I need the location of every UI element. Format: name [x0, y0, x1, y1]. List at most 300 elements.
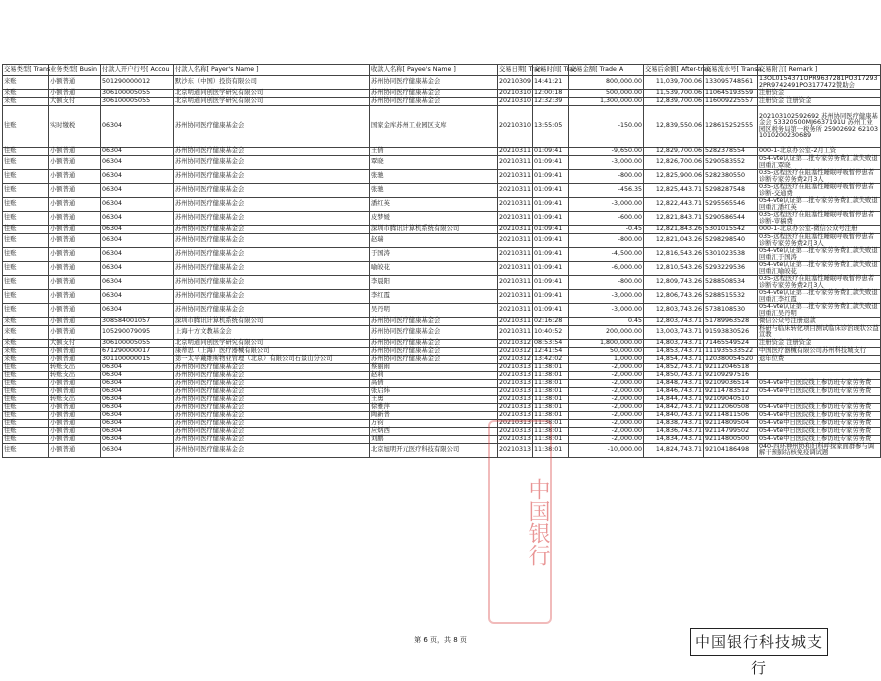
cell-payer-name: 苏州协同医疗健康基金会 [174, 184, 370, 198]
cell-payee-name: 皮梦媛 [370, 212, 498, 226]
cell-business-type: 转账支出 [49, 395, 101, 403]
cell-amount: -800.00 [569, 170, 644, 184]
cell-balance: 14,834,743.71 [644, 435, 704, 443]
cell-time: 12:41:54 [533, 347, 569, 355]
cell-serial: 5282378554 [704, 148, 758, 156]
cell-account-no: 06304 [101, 427, 174, 435]
cell-trade-type: 来账 [3, 339, 49, 347]
cell-account-no: 06304 [101, 411, 174, 419]
cell-payee-name: 张启炜 [370, 387, 498, 395]
cell-date: 20210311 [498, 290, 533, 304]
cell-date: 20210312 [499, 355, 532, 363]
cell-date: 20210311 [498, 212, 533, 226]
cell-payer-name: 苏州协同医疗健康基金会 [174, 443, 370, 457]
table-row [3, 106, 881, 148]
cell-date: 20210313 [499, 387, 532, 395]
cell-date: 20210313 [499, 403, 532, 411]
cell-business-type: 小额普通 [49, 262, 101, 276]
cell-payer-name: 苏州协同医疗健康基金会 [174, 419, 370, 427]
cell-account-no: 06304 [101, 387, 174, 395]
cell-business-type: 小额普通 [49, 248, 101, 262]
cell-time: 11:38:01 [533, 371, 569, 379]
cell-balance: 14,840,743.71 [644, 411, 704, 419]
cell-balance: 14,844,743.71 [644, 395, 704, 403]
cell-balance: 13,003,743.71 [644, 326, 704, 340]
cell-payee-name: 蔡丽雨 [370, 363, 498, 371]
cell-amount: 0.45 [569, 318, 644, 326]
cell-balance: 12,829,700.06 [644, 148, 704, 156]
cell-balance: 14,853,743.71 [644, 347, 704, 355]
cell-serial: 5288508534 [704, 276, 758, 290]
cell-trade-type: 往账 [3, 435, 49, 443]
cell-payer-name: 苏州协同医疗健康基金会 [174, 234, 370, 248]
cell-time: 08:53:54 [533, 339, 569, 347]
cell-payee-name: 赵莉 [370, 371, 498, 379]
cell-time: 11:38:01 [533, 443, 569, 457]
cell-date: 20210313 [499, 379, 532, 387]
cell-business-type: 小额普通 [49, 427, 101, 435]
cell-trade-type: 往账 [3, 276, 49, 290]
cell-business-type: 小额普通 [49, 198, 101, 212]
cell-amount: -2,000.00 [569, 403, 644, 411]
cell-payee-name: 苏州协同医疗健康基金会 [370, 355, 498, 363]
cell-serial: 71465549524 [704, 339, 758, 347]
cell-business-type: 小额普通 [49, 355, 101, 363]
bank-branch-stamp: 中国银行科技城支行 [690, 628, 828, 656]
cell-remark: 退年位费 [758, 355, 881, 363]
cell-remark: 202103102592692 苏州协同医疗健康基金会 53320500MJ6637191U 苏州工业园区税务局第一税务所 25902692 621031010200230689 [758, 106, 881, 148]
cell-remark: 054-vte中日医院线上参访班专家劳务费 [758, 403, 881, 411]
cell-business-type: 小额普通 [49, 347, 101, 355]
cell-amount: -800.00 [569, 276, 644, 290]
cell-account-no: 501290000012 [101, 76, 174, 90]
table-row [3, 387, 881, 395]
cell-time: 12:00:18 [533, 90, 569, 98]
column-header: 付款人开户行号[ Accou [101, 65, 174, 76]
cell-remark: 054-vte认证第二批专家劳务费汇款失败退回重汇李红霞 [758, 290, 881, 304]
cell-account-no: 06304 [101, 226, 174, 234]
cell-time: 11:38:01 [533, 411, 569, 419]
cell-account-no: 06304 [101, 395, 174, 403]
cell-business-type: 实时缴税 [49, 106, 101, 148]
cell-payee-name: 李晨阳 [370, 276, 498, 290]
cell-date: 20210311 [498, 262, 533, 276]
cell-trade-type: 往账 [3, 371, 49, 379]
cell-payer-name: 苏州协同医疗健康基金会 [174, 304, 370, 318]
cell-trade-type: 往账 [3, 262, 49, 276]
cell-time: 11:38:01 [533, 403, 569, 411]
cell-payer-name: 北京明道同创医学研究有限公司 [174, 90, 370, 98]
cell-account-no: 306100005055 [101, 339, 174, 347]
cell-payee-name: 王倩 [370, 148, 498, 156]
cell-payer-name: 苏州协同医疗健康基金会 [174, 411, 370, 419]
cell-payer-name: 苏州协同医疗健康基金会 [174, 226, 370, 234]
cell-time: 01:09:41 [533, 234, 569, 248]
cell-balance: 12,809,743.26 [644, 276, 704, 290]
cell-balance: 12,826,700.06 [644, 156, 704, 170]
cell-payee-name: 于国涛 [370, 248, 498, 262]
cell-account-no: 06304 [101, 262, 174, 276]
cell-serial: 111935533522 [704, 347, 758, 355]
cell-serial: 92109036514 [704, 379, 758, 387]
cell-business-type: 小额普通 [49, 318, 101, 326]
cell-serial: 92104186498 [704, 443, 758, 457]
cell-trade-type: 来账 [3, 98, 49, 106]
cell-payee-name: 王勇 [370, 395, 498, 403]
cell-date: 20210313 [499, 427, 532, 435]
cell-serial: 128615252555 [704, 106, 758, 148]
cell-account-no: 06304 [101, 156, 174, 170]
table-row [3, 184, 881, 198]
cell-date: 20210310 [499, 89, 532, 97]
table-row [3, 156, 881, 170]
cell-business-type: 小额普通 [49, 304, 101, 318]
cell-balance: 14,803,743.71 [644, 339, 704, 347]
cell-time: 01:09:41 [533, 290, 569, 304]
table-row [3, 290, 881, 304]
cell-trade-type: 往账 [3, 304, 49, 318]
table-row [3, 363, 881, 371]
cell-remark: 054-vte认证第二批专家劳务费汇款失败退回重汇喻皎花 [758, 262, 881, 276]
cell-account-no: 06304 [101, 379, 174, 387]
cell-amount: -2,000.00 [569, 379, 644, 387]
cell-time: 01:09:41 [533, 226, 569, 234]
cell-payer-name: 苏州协同医疗健康基金会 [174, 198, 370, 212]
bank-seal-watermark: 中国银行 [488, 420, 552, 624]
cell-payee-name: 北京旭明开元医疗科技有限公司 [370, 443, 498, 457]
cell-date: 20210313 [499, 419, 532, 427]
cell-time: 11:38:01 [533, 419, 569, 427]
cell-payer-name: 苏州协同医疗健康基金会 [174, 379, 370, 387]
cell-account-no: 301100000015 [101, 355, 174, 363]
table-row [3, 234, 881, 248]
cell-trade-type: 往账 [3, 443, 49, 457]
cell-remark: 13OL0154371OPR9637281PO3172932PR9742491PO317747​2赞助会 [758, 76, 881, 90]
cell-balance: 11,539,700.06 [644, 90, 704, 98]
cell-remark: 054-vte认证第二批专家劳务费汇款失败退回重汇吴丹明 [758, 304, 881, 318]
cell-trade-type: 往账 [3, 411, 49, 419]
cell-date: 20210313 [499, 411, 532, 419]
cell-amount: -600.00 [569, 212, 644, 226]
cell-balance: 12,816,543.26 [644, 248, 704, 262]
cell-payee-name: 苏州协同医疗健康基金会 [370, 339, 498, 347]
table-header-row [3, 65, 881, 76]
cell-trade-type: 往账 [3, 156, 49, 170]
cell-balance: 14,854,743.71 [644, 355, 704, 363]
cell-account-no: 06304 [101, 234, 174, 248]
cell-remark: 035-远程医疗在阻塞性睡眠呼吸暂停患者诊断-审稿费 [758, 212, 881, 226]
cell-account-no: 06304 [101, 403, 174, 411]
cell-amount: 500,000.00 [569, 90, 644, 98]
cell-business-type: 小额普通 [49, 170, 101, 184]
cell-remark: 微信公众号注册退款 [758, 318, 881, 326]
column-header: 付款人名称[ Payer's Name ] [174, 65, 370, 76]
cell-account-no: 06304 [101, 276, 174, 290]
cell-payee-name: 潘红英 [370, 198, 498, 212]
cell-balance: 12,839,550.06 [644, 106, 704, 148]
cell-payee-name: 张驰 [370, 184, 498, 198]
cell-payee-name: 徐雅萍 [370, 403, 498, 411]
cell-trade-type: 往账 [3, 226, 49, 234]
cell-payer-name: 北京明道同创医学研究有限公司 [174, 98, 370, 106]
cell-business-type: 小额普通 [49, 387, 101, 395]
table-row [3, 262, 881, 276]
cell-date: 20210310 [498, 106, 533, 148]
cell-amount: -2,000.00 [569, 371, 644, 379]
cell-remark: 054-vte认证第二批专家劳务费汇款失败退回重汇潘红英 [758, 198, 881, 212]
cell-account-no: 06304 [101, 443, 174, 457]
cell-amount: -456.35 [569, 184, 644, 198]
cell-date: 20210313 [499, 363, 532, 371]
column-header: 交易时间[ Tran [533, 65, 569, 76]
table-row [3, 419, 881, 427]
cell-time: 11:38:01 [533, 435, 569, 443]
cell-payer-name: 康蒂思（上海）医疗器械有限公司 [174, 347, 370, 355]
cell-balance: 12,821,843.71 [644, 212, 704, 226]
cell-serial: 92112046518 [704, 363, 758, 371]
cell-trade-type: 往账 [3, 234, 49, 248]
cell-date: 20210313 [498, 443, 533, 457]
cell-time: 01:09:41 [533, 148, 569, 156]
cell-date: 20210311 [498, 156, 533, 170]
cell-time: 01:09:41 [533, 212, 569, 226]
cell-remark: 注册资金 注册资金 [758, 339, 881, 347]
cell-balance: 12,825,443.71 [644, 184, 704, 198]
cell-account-no: 06304 [101, 198, 174, 212]
cell-account-no: 06304 [101, 419, 174, 427]
cell-business-type: 小额普通 [49, 276, 101, 290]
cell-payer-name: 第一太平戴维斯物业管理（北京）有限公司石景山分公司 [174, 355, 370, 363]
cell-date: 20210309 [498, 76, 533, 90]
cell-serial: 51789963528 [704, 318, 758, 326]
cell-payer-name: 苏州协同医疗健康基金会 [174, 427, 370, 435]
cell-remark: 054-vte中日医院线上参访班专家劳务费 [758, 427, 881, 435]
cell-date: 20210311 [498, 234, 533, 248]
cell-balance: 11,039,700.06 [644, 76, 704, 90]
cell-payee-name: 深圳市腾讯计算机系统有限公司 [370, 226, 498, 234]
table-row [3, 379, 881, 387]
table-row [3, 347, 881, 355]
column-header: 交易日期[ Tran [498, 65, 533, 76]
cell-amount: -150.00 [569, 106, 644, 148]
cell-trade-type: 往账 [3, 170, 49, 184]
cell-trade-type: 往账 [3, 395, 49, 403]
cell-balance: 14,838,743.71 [644, 419, 704, 427]
cell-time: 14:41:21 [533, 76, 569, 90]
cell-time: 01:09:41 [533, 276, 569, 290]
cell-serial: 92114809504 [704, 419, 758, 427]
cell-business-type: 小额普通 [49, 234, 101, 248]
cell-serial: 5293229536 [704, 262, 758, 276]
cell-trade-type: 来账 [3, 318, 49, 326]
cell-payee-name: 覃晓 [370, 156, 498, 170]
cell-business-type: 小额普通 [49, 90, 101, 98]
cell-business-type: 小额普通 [49, 435, 101, 443]
cell-trade-type: 往账 [3, 427, 49, 435]
cell-business-type: 小额普通 [49, 226, 101, 234]
cell-trade-type: 往账 [3, 379, 49, 387]
cell-payee-name: 苏州协同医疗健康基金会 [370, 76, 498, 90]
cell-payee-name: 苏州协同医疗健康基金会 [370, 90, 498, 98]
cell-payer-name: 苏州协同医疗健康基金会 [174, 363, 370, 371]
cell-amount: -6,000.00 [569, 262, 644, 276]
cell-trade-type: 往账 [3, 363, 49, 371]
cell-balance: 12,825,900.06 [644, 170, 704, 184]
cell-business-type: 小额普通 [49, 403, 101, 411]
cell-payee-name: 应炳西 [370, 427, 498, 435]
cell-serial: 92109040510 [704, 395, 758, 403]
table-row [3, 411, 881, 419]
cell-trade-type: 往账 [3, 212, 49, 226]
cell-trade-type: 往账 [3, 184, 49, 198]
cell-date: 20210311 [498, 198, 533, 212]
cell-serial: 5295565546 [704, 198, 758, 212]
cell-serial: 92114799502 [704, 427, 758, 435]
cell-balance: 14,842,743.71 [644, 403, 704, 411]
cell-trade-type: 来账 [3, 355, 49, 363]
cell-business-type: 小额普通 [49, 76, 101, 90]
cell-time: 11:38:01 [533, 363, 569, 371]
column-header: 交易附言[ Remark ] [758, 65, 881, 76]
cell-balance: 14,850,743.71 [644, 371, 704, 379]
cell-balance: 14,824,743.71 [644, 443, 704, 457]
cell-account-no: 06304 [101, 184, 174, 198]
cell-balance: 12,806,743.26 [644, 290, 704, 304]
cell-payer-name: 北京明道同创医学研究有限公司 [174, 339, 370, 347]
cell-balance: 14,846,743.71 [644, 387, 704, 395]
cell-serial: 120380054520 [704, 355, 758, 363]
cell-time: 02:16:28 [533, 318, 569, 326]
cell-payee-name: 陶新普 [370, 411, 498, 419]
cell-time: 01:09:41 [533, 156, 569, 170]
cell-amount: -2,000.00 [569, 395, 644, 403]
cell-time: 11:38:01 [533, 395, 569, 403]
cell-amount: -800.00 [569, 234, 644, 248]
table-row [3, 435, 881, 443]
cell-serial: 5301023538 [704, 248, 758, 262]
cell-remark: 054-vte中日医院线上参访班专家劳务费 [758, 435, 881, 443]
column-header: 交易流水号[ Transa [704, 65, 758, 76]
cell-remark: 054-vte中日医院线上参访班专家劳务费 [758, 387, 881, 395]
cell-serial: 92112060508 [704, 403, 758, 411]
cell-date: 20210310 [499, 97, 532, 105]
cell-serial: 91593830526 [704, 326, 758, 340]
cell-amount: -2,000.00 [569, 435, 644, 443]
cell-trade-type: 来账 [3, 326, 49, 340]
cell-amount: -2,000.00 [569, 363, 644, 371]
cell-payer-name: 苏州协同医疗健康基金会 [174, 262, 370, 276]
table-row [3, 371, 881, 379]
cell-remark: 035-远程医疗在阻塞性睡眠呼吸暂停患者诊断-交通费 [758, 184, 881, 198]
cell-serial: 5290583552 [704, 156, 758, 170]
cell-payee-name: 苏州协同医疗健康基金会 [370, 326, 498, 340]
table-row [3, 276, 881, 290]
cell-payee-name: 刘鹏 [370, 435, 498, 443]
cell-trade-type: 来账 [3, 347, 49, 355]
cell-remark: 054-vte中日医院线上参访班专家劳务费 [758, 419, 881, 427]
cell-amount: -3,000.00 [569, 290, 644, 304]
cell-remark: 中国医疗器械有限公司苏州科技城支行 [758, 347, 881, 355]
cell-amount: -3,000.00 [569, 156, 644, 170]
page-footer: 第 6 页，共 8 页 [414, 636, 467, 644]
cell-time: 11:38:01 [533, 427, 569, 435]
cell-account-no: 06304 [101, 290, 174, 304]
cell-serial: 5282380550 [704, 170, 758, 184]
cell-amount: 1,000.00 [569, 355, 644, 363]
cell-balance: 12,803,743.26 [644, 304, 704, 318]
cell-serial: 133095748561 [704, 76, 758, 90]
cell-date: 20210311 [498, 248, 533, 262]
table-row [3, 326, 881, 340]
cell-remark [758, 363, 881, 371]
cell-time: 01:09:41 [533, 198, 569, 212]
cell-serial: 5290586544 [704, 212, 758, 226]
column-header: 交易金额[ Trade A [569, 65, 644, 76]
cell-amount: -3,000.00 [569, 304, 644, 318]
table-row [3, 248, 881, 262]
cell-remark: 054-vte中日医院线上参访班专家劳务费 [758, 411, 881, 419]
cell-balance: 14,852,743.71 [644, 363, 704, 371]
cell-payer-name: 苏州协同医疗健康基金会 [174, 435, 370, 443]
cell-serial: 5298298540 [704, 234, 758, 248]
cell-business-type: 小额普通 [49, 212, 101, 226]
cell-amount: -2,000.00 [569, 411, 644, 419]
cell-account-no: 306100005055 [101, 98, 174, 106]
cell-payer-name: 苏州协同医疗健康基金会 [174, 371, 370, 379]
cell-business-type: 小额普通 [49, 148, 101, 156]
table-row [3, 403, 881, 411]
cell-remark: 054-vte中日医院线上参访班专家劳务费 [758, 379, 881, 387]
table-row [3, 198, 881, 212]
cell-payee-name: 国家金库苏州工业园区支库 [370, 106, 498, 148]
cell-date: 20210311 [498, 304, 533, 318]
cell-time: 01:09:41 [533, 170, 569, 184]
table-row [3, 304, 881, 318]
cell-account-no: 06304 [101, 435, 174, 443]
cell-amount: -3,000.00 [569, 198, 644, 212]
table-row [3, 427, 881, 435]
cell-date: 20210312 [499, 347, 532, 355]
cell-account-no: 06304 [101, 212, 174, 226]
table-row [3, 76, 881, 90]
cell-serial: 92114811506 [704, 411, 758, 419]
cell-account-no: 06304 [101, 363, 174, 371]
cell-balance: 12,822,443.71 [644, 198, 704, 212]
cell-serial: 92114783512 [704, 387, 758, 395]
cell-serial: 92114800500 [704, 435, 758, 443]
cell-payer-name: 苏州协同医疗健康基金会 [174, 387, 370, 395]
cell-amount: 800,000.00 [569, 76, 644, 90]
cell-payer-name: 上海十方文教基金会 [174, 326, 370, 340]
cell-account-no: 105290079095 [101, 326, 174, 340]
cell-payer-name: 苏州协同医疗健康基金会 [174, 170, 370, 184]
cell-payer-name: 苏州协同医疗健康基金会 [174, 276, 370, 290]
cell-remark: 035-远程医疗在阻塞性睡眠呼吸暂停患者诊断专家劳务费2月3人 [758, 234, 881, 248]
cell-payee-name: 赵瑞 [370, 234, 498, 248]
cell-business-type: 大额支付 [49, 98, 101, 106]
cell-date: 20210311 [498, 276, 533, 290]
cell-time: 11:38:01 [533, 379, 569, 387]
cell-account-no: 06304 [101, 304, 174, 318]
cell-account-no: 06304 [101, 248, 174, 262]
cell-payer-name: 苏州协同医疗健康基金会 [174, 106, 370, 148]
cell-serial: 110645193559 [704, 90, 758, 98]
cell-payee-name: 喻皎花 [370, 262, 498, 276]
cell-payee-name: 张驰 [370, 170, 498, 184]
cell-balance: 14,848,743.71 [644, 379, 704, 387]
cell-remark: 注册资金 [758, 90, 881, 98]
cell-amount: -2,000.00 [569, 427, 644, 435]
